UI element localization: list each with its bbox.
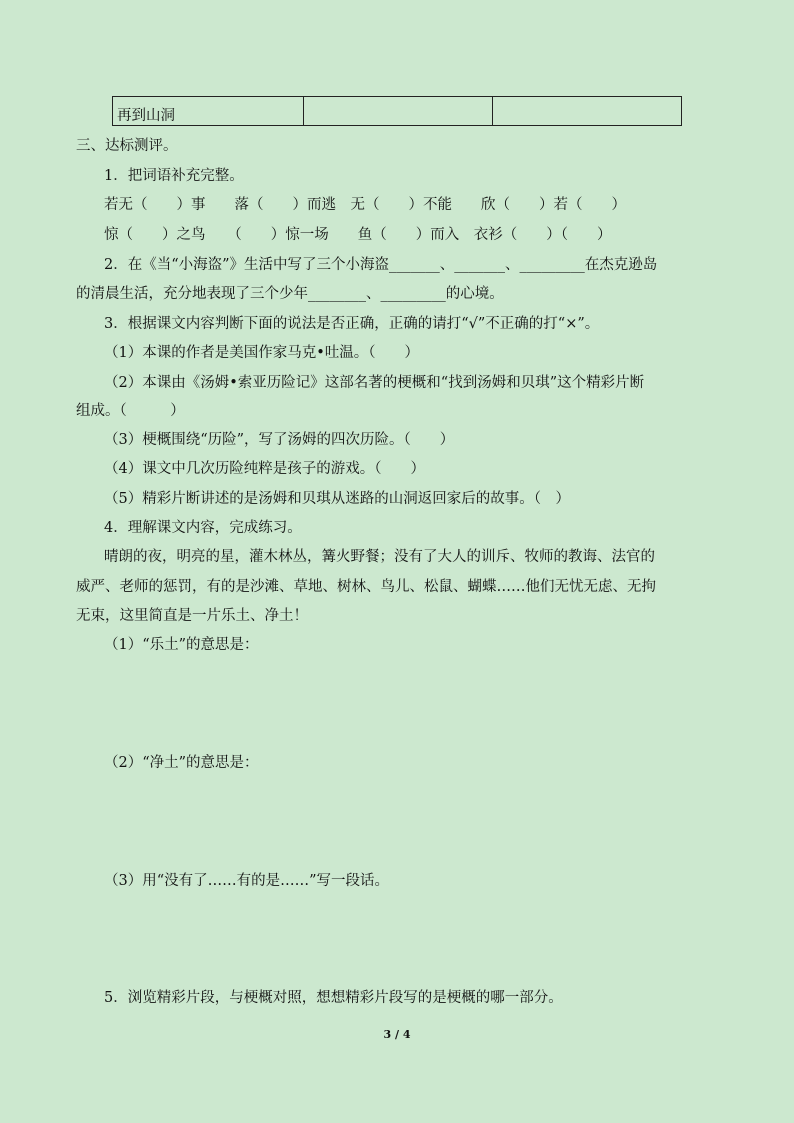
- table-row: [113, 97, 682, 126]
- question-3-item: （1）本课的作者是美国作家马克•吐温。（ ）: [104, 345, 420, 361]
- section-heading: 三、达标测评。: [76, 138, 178, 154]
- table-cell: 再到山洞: [113, 97, 304, 126]
- question-4-title: 4．理解课文内容，完成练习。: [104, 520, 302, 536]
- page-number: 3 / 4: [383, 1028, 411, 1041]
- table-cell[interactable]: [493, 97, 682, 126]
- passage-line: 晴朗的夜，明亮的星，灌木林丛，篝火野餐；没有了大人的训斥、牧师的教诲、法官的: [104, 549, 655, 565]
- question-2-line-1: 2．在《当“小海盗”》生活中写了三个小海盗_______、_______、_________在杰克逊岛: [104, 257, 658, 273]
- question-3-item: 组成。（ ）: [76, 403, 185, 419]
- question-5-title: 5．浏览精彩片段，与梗概对照，想想精彩片段写的是梗概的哪一部分。: [104, 990, 563, 1006]
- question-4-sub-3: （3）用“没有了……有的是……”写一段话。: [104, 873, 390, 889]
- question-2-line-2: 的清晨生活，充分地表现了三个少年________、_________的心境。: [76, 286, 504, 302]
- question-3-item: （5）精彩片断讲述的是汤姆和贝琪从迷路的山洞返回家后的故事。（ ）: [104, 491, 570, 507]
- question-1-row-2: 惊（ ）之鸟 （ ）惊一场 鱼（ ）而入 衣衫（ ）（ ）: [104, 227, 612, 243]
- answer-table: [112, 96, 682, 126]
- question-1-title: 1．把词语补充完整。: [104, 168, 244, 184]
- question-4-sub-1: （1）“乐土”的意思是：: [104, 637, 259, 653]
- question-3-item: （3）梗概围绕“历险”，写了汤姆的四次历险。（ ）: [104, 432, 455, 448]
- passage-line: 无束，这里简直是一片乐土、净土！: [76, 608, 308, 624]
- question-3-title: 3．根据课文内容判断下面的说法是否正确，正确的请打“√”不正确的打“×”。: [104, 316, 600, 332]
- question-3-item: （4）课文中几次历险纯粹是孩子的游戏。（ ）: [104, 461, 425, 477]
- question-3-item: （2）本课由《汤姆•索亚历险记》这部名著的梗概和“找到汤姆和贝琪”这个精彩片断: [104, 375, 645, 391]
- table-cell[interactable]: [304, 97, 493, 126]
- question-4-sub-2: （2）“净土”的意思是：: [104, 755, 259, 771]
- passage-line: 威严、老师的惩罚，有的是沙滩、草地、树林、鸟儿、松鼠、蝴蝶……他们无忧无虑、无拘: [76, 579, 656, 595]
- question-1-row-1: 若无（ ）事 落（ ）而逃 无（ ）不能 欣（ ）若（ ）: [104, 197, 626, 213]
